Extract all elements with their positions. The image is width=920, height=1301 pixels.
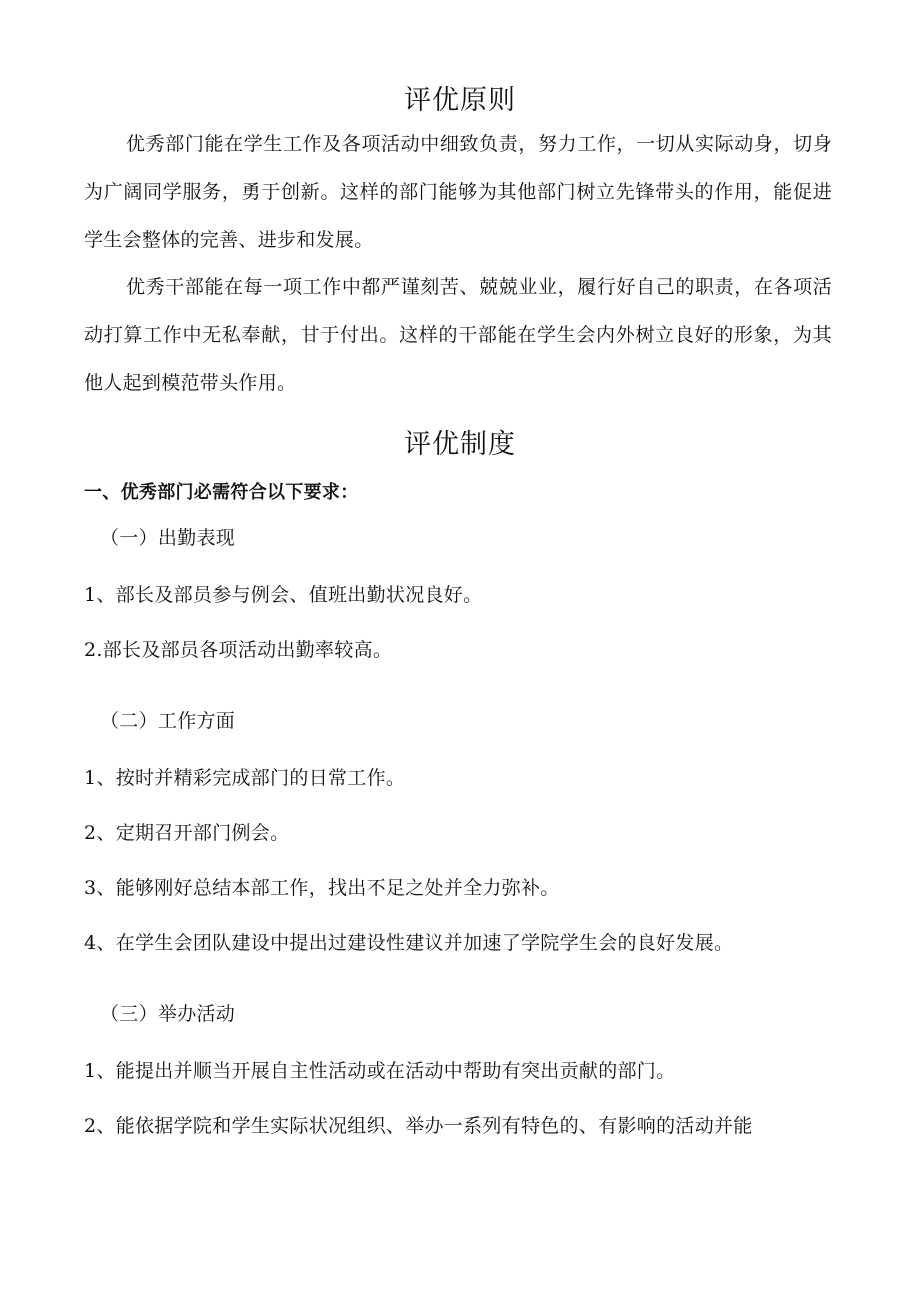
activities-item-2: 2、能依据学院和学生实际状况组织、举办一系列有特色的、有影响的活动并能 <box>84 1115 753 1137</box>
activities-item-1: 1、能提出并顺当开展自主性活动或在活动中帮助有突出贡献的部门。 <box>84 1060 676 1082</box>
principles-paragraph-2: 优秀干部能在每一项工作中都严谨刻苦、兢兢业业，履行好自己的职责，在各项活动打算工作中无私奉献，甘于付出。这样的干部能在学生会内外树立良好的形象，为其他人起到模范带头作用。 <box>84 276 832 394</box>
work-item-2: 2、定期召开部门例会。 <box>84 822 290 844</box>
attendance-item-1: 1、部长及部员参与例会、值班出勤状况良好。 <box>84 584 483 606</box>
principles-title: 评优原则 <box>404 85 516 116</box>
subheading-work: （二）工作方面 <box>100 710 236 732</box>
work-item-4: 4、在学生会团队建设中提出过建设性建议并加速了学院学生会的良好发展。 <box>84 932 734 954</box>
subheading-activities: （三）举办活动 <box>100 1003 236 1025</box>
work-item-3: 3、能够刚好总结本部工作，找出不足之处并全力弥补。 <box>84 877 560 899</box>
work-item-1: 1、按时并精彩完成部门的日常工作。 <box>84 767 406 789</box>
principles-paragraph-1: 优秀部门能在学生工作及各项活动中细致负责，努力工作，一切从实际动身，切身为广阔同学服务，勇于创新。这样的部门能够为其他部门树立先锋带头的作用，能促进学生会整体的完善、进步和发展。 <box>84 133 832 251</box>
subheading-attendance: （一）出勤表现 <box>100 527 236 549</box>
system-title: 评优制度 <box>404 429 516 460</box>
section-heading-excellent-department: 一、优秀部门必需符合以下要求： <box>84 482 359 503</box>
attendance-item-2: 2.部长及部员各项活动出勤率较高。 <box>84 639 393 661</box>
